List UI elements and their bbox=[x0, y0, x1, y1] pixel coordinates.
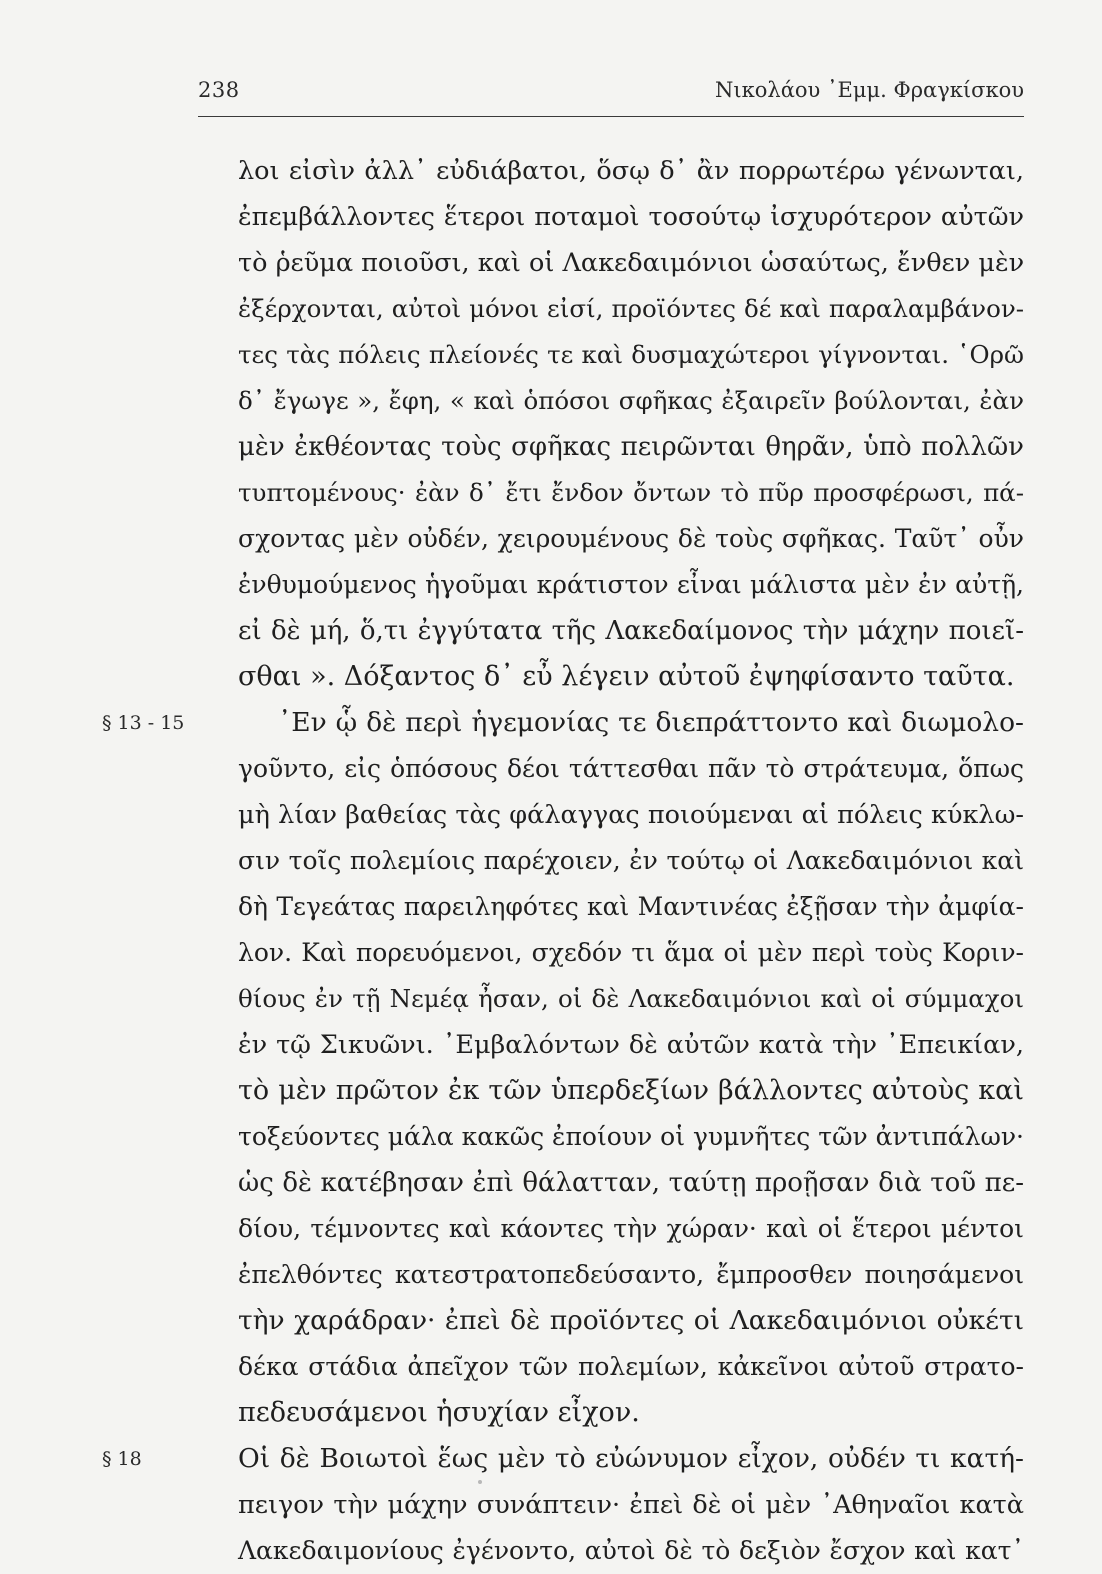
text-line-content: ἐν τῷ Σικυῶνι. ᾿Εμβαλόντων δὲ αὐτῶν κατὰ τὴν ᾿Επεικίαν, bbox=[238, 1030, 1024, 1060]
text-line-content: Οἱ δὲ Βοιωτοὶ ἕως μὲν τὸ εὐώνυμον εἶχον, οὐδέν τι κατή- bbox=[238, 1443, 1024, 1474]
text-line bbox=[238, 240, 1024, 286]
text-line-content: πειγον τὴν μάχην συνάπτειν· ἐπεὶ δὲ οἱ μὲν ᾿Αθηναῖοι κατὰ bbox=[238, 1490, 1024, 1520]
text-line-content: μὲν ἐκθέοντας τοὺς σφῆκας πειρῶνται θηρᾶν, ὑπὸ πολλῶν bbox=[238, 432, 1024, 462]
text-line bbox=[238, 930, 1024, 976]
text-line-content: δίου, τέμνοντες καὶ κάοντες τὴν χώραν· καὶ οἱ ἕτεροι μέντοι bbox=[238, 1214, 1024, 1243]
text-line bbox=[238, 516, 1024, 562]
text-line-content: σχοντας μὲν οὐδέν, χειρουμένους δὲ τοὺς σφῆκας. Ταῦτ᾿ οὖν bbox=[238, 524, 1024, 553]
text-line-content: σιν τοῖς πολεμίοις παρέχοιεν, ἐν τούτῳ οἱ Λακεδαιμόνιοι καὶ bbox=[238, 846, 1024, 875]
text-line bbox=[238, 884, 1024, 930]
text-line bbox=[238, 562, 1024, 608]
text-line-content: γοῦντο, εἰς ὁπόσους δέοι τάττεσθαι πᾶν τὸ στράτευμα, ὅπως bbox=[238, 754, 1024, 783]
text-line-content: ἐνθυμούμενος ἡγοῦμαι κράτιστον εἶναι μάλιστα μὲν ἐν αὐτῇ, bbox=[238, 570, 1024, 599]
text-line-content: ἐξέρχονται, αὐτοὶ μόνοι εἰσί, προϊόντες δέ καὶ παραλαμβάνον- bbox=[238, 294, 1024, 323]
text-line-content: σθαι ». Δόξαντος δ᾿ εὖ λέγειν αὐτοῦ ἐψηφίσαντο ταῦτα. bbox=[238, 661, 1015, 692]
text-line bbox=[238, 1022, 1024, 1068]
text-line-content: δὴ Τεγεάτας παρειληφότες καὶ Μαντινέας ἐξῇσαν τὴν ἀμφία- bbox=[238, 892, 1024, 921]
text-line-content: δ᾿ ἔγωγε », ἔφη, « καὶ ὁπόσοι σφῆκας ἐξαιρεῖν βούλονται, ἐὰν bbox=[238, 386, 1024, 415]
body-text bbox=[102, 148, 1025, 1574]
text-line bbox=[238, 470, 1024, 516]
text-line-content: θίους ἐν τῇ Νεμέᾳ ἦσαν, οἱ δὲ Λακεδαιμόνιοι καὶ οἱ σύμμαχοι bbox=[238, 984, 1024, 1013]
text-line bbox=[238, 424, 1024, 470]
text-line-content: λον. Καὶ πορευόμενοι, σχεδόν τι ἅμα οἱ μὲν περὶ τοὺς Κοριν- bbox=[238, 938, 1024, 967]
text-line bbox=[238, 378, 1024, 424]
text-line bbox=[238, 286, 1024, 332]
marginal-section-ref: § 18 bbox=[102, 1448, 142, 1470]
text-line bbox=[238, 1068, 1024, 1114]
text-line-content: δέκα στάδια ἀπεῖχον τῶν πολεμίων, κἀκεῖνοι αὐτοῦ στρατο- bbox=[238, 1352, 1024, 1381]
text-line-content: ἐπεμβάλλοντες ἕτεροι ποταμοὶ τοσούτῳ ἰσχυρότερον αὐτῶν bbox=[238, 202, 1024, 232]
text-line-content: πεδευσάμενοι ἡσυχίαν εἶχον. bbox=[238, 1397, 640, 1428]
text-line-content: τὸ ῥεῦμα ποιοῦσι, καὶ οἱ Λακεδαιμόνιοι ὡσαύτως, ἔνθεν μὲν bbox=[238, 248, 1025, 278]
text-line-content: τυπτομένους· ἐὰν δ᾿ ἔτι ἔνδον ὄντων τὸ πῦρ προσφέρωσι, πά- bbox=[238, 478, 1024, 507]
page-number: 238 bbox=[198, 78, 240, 102]
text-line-content: ᾿Εν ᾧ δὲ περὶ ἡγεμονίας τε διεπράττοντο καὶ διωμολο- bbox=[278, 707, 1024, 738]
text-line bbox=[238, 746, 1024, 792]
text-line bbox=[238, 838, 1024, 884]
text-line-content: Λακεδαιμονίους ἐγένοντο, αὐτοὶ δὲ τὸ δεξιὸν ἔσχον καὶ κατ᾿ bbox=[238, 1536, 1024, 1565]
text-line bbox=[238, 1528, 1024, 1574]
text-line bbox=[238, 792, 1024, 838]
text-line bbox=[238, 976, 1024, 1022]
text-line-content: μὴ λίαν βαθείας τὰς φάλαγγας ποιούμεναι αἱ πόλεις κύκλω- bbox=[238, 800, 1024, 830]
text-line bbox=[238, 1114, 1024, 1160]
text-line-content: ὡς δὲ κατέβησαν ἐπὶ θάλατταν, ταύτῃ προῇσαν διὰ τοῦ πε- bbox=[238, 1168, 1024, 1198]
text-line bbox=[238, 1482, 1024, 1528]
header-rule bbox=[198, 116, 1024, 117]
text-line bbox=[238, 1390, 1024, 1436]
text-line-content: τοξεύοντες μάλα κακῶς ἐποίουν οἱ γυμνῆτες τῶν ἀντιπάλων· bbox=[238, 1122, 1024, 1151]
speck-mark bbox=[478, 1480, 482, 1484]
text-line bbox=[238, 1206, 1024, 1252]
text-line bbox=[238, 1252, 1024, 1298]
text-line bbox=[102, 700, 1024, 746]
text-line-content: τες τὰς πόλεις πλείονές τε καὶ δυσμαχώτεροι γίγνονται. ῾Ορῶ bbox=[238, 340, 1024, 369]
text-line-content: τὸ μὲν πρῶτον ἐκ τῶν ὑπερδεξίων βάλλοντες αὐτοὺς καὶ bbox=[238, 1075, 1024, 1106]
text-line bbox=[238, 1344, 1024, 1390]
marginal-section-ref: § 13 - 15 bbox=[102, 712, 185, 734]
running-head bbox=[198, 78, 1024, 108]
text-line-content: ἐπελθόντες κατεστρατοπεδεύσαντο, ἔμπροσθεν ποιησάμενοι bbox=[238, 1260, 1024, 1289]
text-line bbox=[238, 1298, 1024, 1344]
text-line bbox=[238, 148, 1024, 194]
text-line bbox=[238, 608, 1024, 654]
text-line-content: εἰ δὲ μή, ὅ,τι ἐγγύτατα τῆς Λακεδαίμονος τὴν μάχην ποιεῖ- bbox=[238, 616, 1024, 646]
text-line bbox=[238, 654, 1024, 700]
text-line bbox=[238, 194, 1024, 240]
text-line bbox=[238, 332, 1024, 378]
text-line bbox=[102, 1436, 1024, 1482]
text-line bbox=[238, 1160, 1024, 1206]
text-line-content: λοι εἰσὶν ἀλλ᾿ εὐδιάβατοι, ὅσῳ δ᾿ ἂν πορρωτέρω γένωνται, bbox=[238, 156, 1024, 186]
text-line-content: τὴν χαράδραν· ἐπεὶ δὲ προϊόντες οἱ Λακεδαιμόνιοι οὐκέτι bbox=[238, 1305, 1024, 1336]
running-title: Νικολάου ᾿Εμμ. Φραγκίσκου bbox=[715, 78, 1024, 102]
